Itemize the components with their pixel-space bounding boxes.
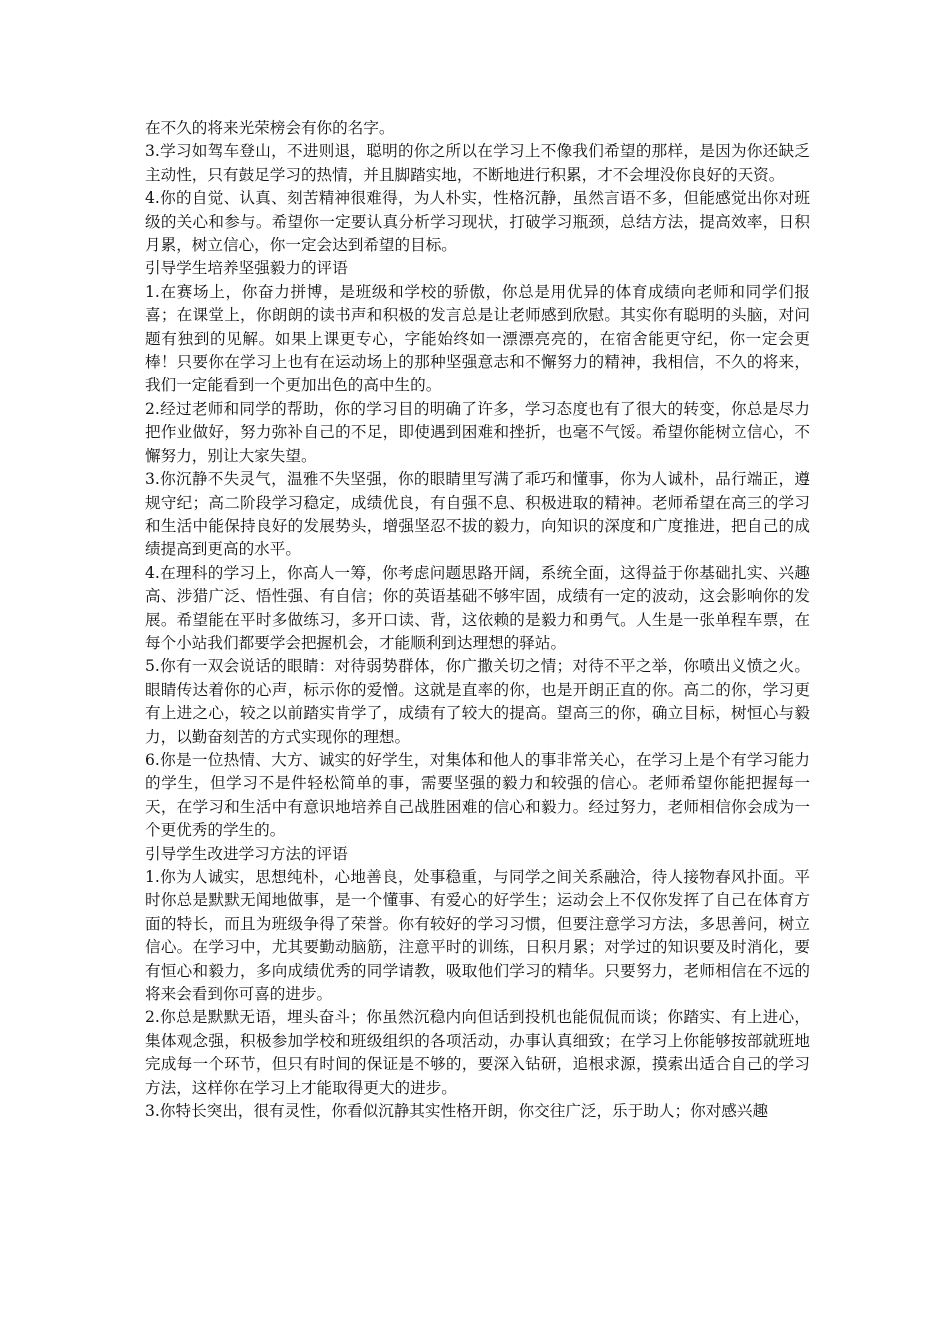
paragraph-4: 4.你的自觉、认真、刻苦精神很难得，为人朴实，性格沉静，虽然言语不多，但能感觉出你对班级的关心和参与。希望你一定要认真分析学习现状，打破学习瓶颈，总结方法，提高效率，日积月累，树立信心，你一定会达到希望的目标。 [145,189,810,255]
document-body [145,117,810,1123]
paragraph-perseverance-1: 1.在赛场上，你奋力拼博，是班级和学校的骄傲，你总是用优异的体育成绩向老师和同学们报喜；在课堂上，你朗朗的读书声和积极的发言总是让老师感到欣慰。其实你有聪明的头脑，对问题有独到的见解。如果上课更专心，字能始终如一漂漂亮亮的，在宿舍能更守纪，你一定会更棒！只要你在学习上也有在运动场上的那种坚强意志和不懈努力的精神，我相信，不久的将来，我们一定能看到一个更加出色的高中生的。 [145,282,810,395]
paragraph-perseverance-3: 3.你沉静不失灵气，温雅不失坚强，你的眼睛里写满了乖巧和懂事，你为人诚朴，品行端正，遵规守纪；高二阶段学习稳定，成绩优良，有自强不息、积极进取的精神。老师希望在高三的学习和生活中能保持良好的发展势头，增强坚忍不拔的毅力，向知识的深度和广度推进，把自己的成绩提高到更高的水平。 [145,470,810,559]
paragraph-methods-1: 1.你为人诚实，思想纯朴，心地善良，处事稳重，与同学之间关系融洽，待人接物春风扑面。平时你总是默默无闻地做事，是一个懂事、有爱心的好学生；运动会上不仅你发挥了自己在体育方面的特长，而且为班级争得了荣誉。你有较好的学习习惯，但要注意学习方法，多思善问，树立信心。在学习中，尤其要勤动脑筋，注意平时的训练，日积月累；对学过的知识要及时消化，要有恒心和毅力，多向成绩优秀的同学请教，吸取他们学习的精华。只要努力，老师相信在不远的将来会看到你可喜的进步。 [145,868,810,1004]
paragraph-perseverance-5: 5.你有一双会说话的眼睛：对待弱势群体，你广撒关切之情；对待不平之举，你喷出义愤之火。眼睛传达着你的心声，标示你的爱憎。这就是直率的你，也是开朗正直的你。高二的你，学习更有上进之心，较之以前踏实肯学了，成绩有了较大的提高。望高三的你，确立目标，树恒心与毅力，以勤奋刻苦的方式实现你的理想。 [145,657,810,746]
paragraph-3: 3.学习如驾车登山，不进则退，聪明的你之所以在学习上不像我们希望的那样，是因为你还缺乏主动性，只有鼓足学习的热情，并且脚踏实地，不断地进行积累，才不会埋没你良好的天资。 [145,142,810,184]
section-heading-study-methods: 引导学生改进学习方法的评语 [145,844,348,863]
paragraph-perseverance-2: 2.经过老师和同学的帮助，你的学习目的明确了许多，学习态度也有了很大的转变，你总是尽力把作业做好，努力弥补自己的不足，即使遇到困难和挫折，也毫不气馁。希望你能树立信心，不懈努力，别让大家失望。 [145,399,810,465]
section-heading-perseverance: 引导学生培养坚强毅力的评语 [145,259,348,278]
paragraph-methods-2: 2.你总是默默无语，埋头奋斗；你虽然沉稳内向但话到投机也能侃侃而谈；你踏实、有上进心，集体观念强，积极参加学校和班级组织的各项活动，办事认真细致；在学习上你能够按部就班地完成每一个环节，但只有时间的保证是不够的，要深入钻研，追根求源，摸索出适合自己的学习方法，这样你在学习上才能取得更大的进步。 [145,1008,810,1097]
paragraph-continuation: 在不久的将来光荣榜会有你的名字。 [145,119,395,137]
paragraph-perseverance-4: 4.在理科的学习上，你高人一筹，你考虑问题思路开阔，系统全面，这得益于你基础扎实、兴趣高、涉猎广泛、悟性强、有自信；你的英语基础不够牢固，成绩有一定的波动，这会影响你的发展。希望能在平时多做练习，多开口读、背，这依赖的是毅力和勇气。人生是一张单程车票，在每个小站我们都要学会把握机会，才能顺利到达理想的驿站。 [145,563,810,652]
paragraph-perseverance-6: 6.你是一位热情、大方、诚实的好学生，对集体和他人的事非常关心，在学习上是个有学习能力的学生，但学习不是件轻松简单的事，需要坚强的毅力和较强的信心。老师希望你能把握每一天，在学习和生活中有意识地培养自己战胜困难的信心和毅力。经过努力，老师相信你会成为一个更优秀的学生的。 [145,750,810,840]
paragraph-methods-3: 3.你特长突出，很有灵性，你看似沉静其实性格开朗，你交往广泛，乐于助人；你对感兴趣 [145,1102,769,1121]
